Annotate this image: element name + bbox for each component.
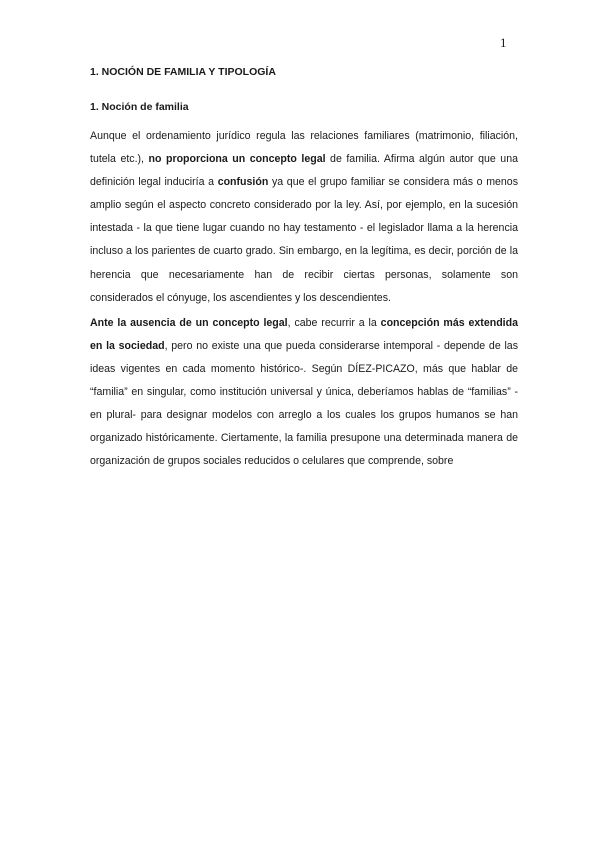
paragraph-2-run-bold: Ante la ausencia de un concepto legal <box>90 316 288 329</box>
section-heading: 1. NOCIÓN DE FAMILIA Y TIPOLOGÍA <box>90 66 276 78</box>
subsection-heading: 1. Noción de familia <box>90 101 189 113</box>
paragraph-2-run: , cabe recurrir a la <box>287 316 381 329</box>
paragraph-2-run-bold: concepción más extendida en la sociedad <box>90 316 518 352</box>
paragraph-1-run-bold: no proporciona un concepto legal <box>148 153 326 166</box>
paragraph-1-run-bold: confusión <box>217 176 269 189</box>
page-number: 1 <box>500 35 507 50</box>
paragraph-1-run: ya que el grupo familiar se considera más o menos amplio según el aspecto concreto considerado por la ley. Así, por ejemplo, en la sucesión intestada - la que tiene lugar cuando no hay testamento - el legislador llama a la herencia incluso a los parientes de cuarto grado. Sin embargo, en la legítima, es decir, porción de la herencia que necesariamente han de recibir ciertas personas, solamente son considerados el cónyuge, los ascendientes y los descendientes. <box>90 176 518 304</box>
paragraph-1 <box>90 125 518 310</box>
paragraph-1-run: Aunque el ordenamiento jurídico regula las relaciones familiares (matrimonio, filiación, tutela etc.), <box>90 130 518 166</box>
paragraph-2 <box>90 312 518 474</box>
document-body <box>90 66 518 473</box>
paragraph-1-run: de familia. Afirma algún autor que una definición legal induciría a <box>90 153 518 189</box>
paragraph-2-run: , pero no existe una que pueda considerarse intemporal - depende de las ideas vigentes en cada momento histórico-. Según DÍEZ-PICAZO, más que hablar de “familia” en singular, como institución universal y única, deberíamos hablas de “familias” - en plural- para designar modelos con arreglo a los cuales los grupos humanos se han organizado históricamente. Ciertamente, la familia presupone una determinada manera de organización de grupos sociales reducidos o celulares que comprende, sobre <box>90 339 518 468</box>
